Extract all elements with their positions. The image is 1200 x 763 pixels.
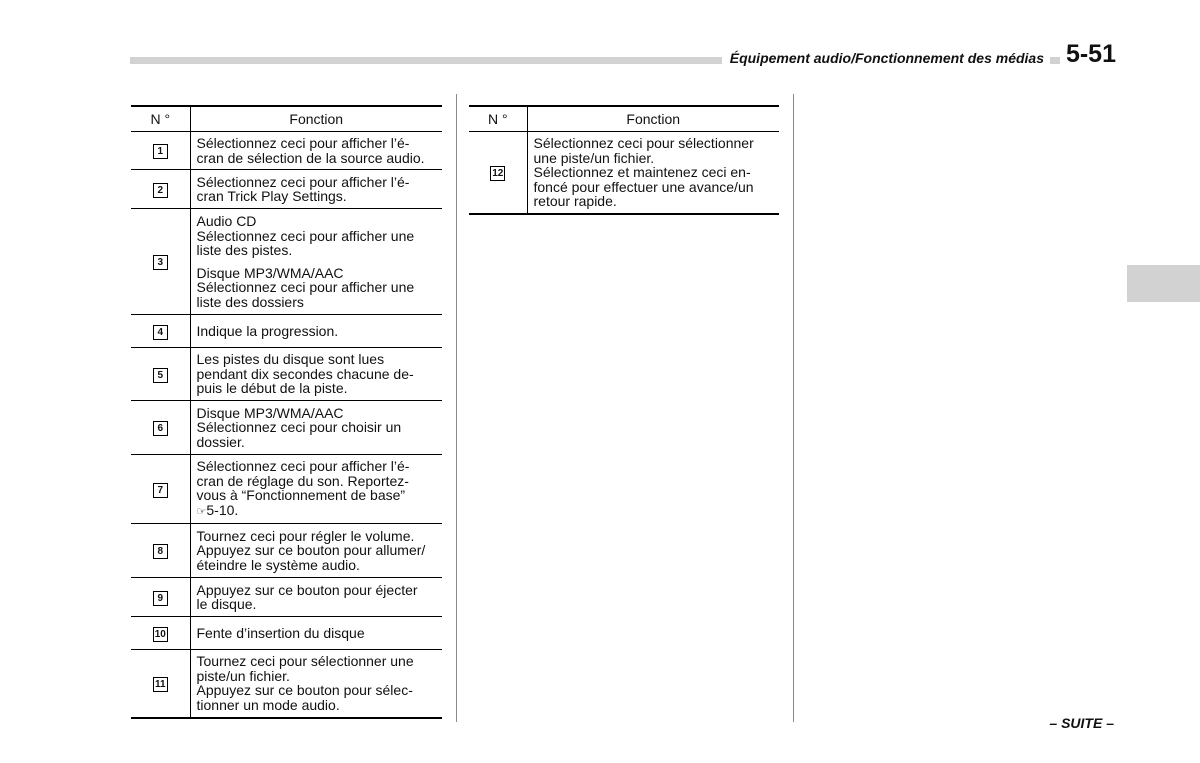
item-description: Disque MP3/WMA/AAC Sélectionnez ceci pour choisir un dossier. [190,401,442,455]
function-table-right [469,105,779,215]
table-row [131,401,442,455]
page-reference: 5-10. [206,501,239,518]
header-number: N ° [469,106,527,132]
function-table-left [131,105,442,719]
item-number-badge: 5 [153,368,168,383]
page-number: 5-51 [1060,40,1118,69]
item-description: Appuyez sur ce bouton pour éjecter le disque. [190,578,442,617]
item-description: Sélectionnez ceci pour afficher l’é- cran Trick Play Settings. [190,170,442,209]
table-row [131,132,442,170]
item-number-badge: 12 [492,167,504,179]
page-reference-icon: ☞ [196,505,207,518]
header-function: Fonction [190,106,442,132]
item-number-badge: 9 [153,591,168,606]
item-description: Fente d’insertion du disque [190,617,442,650]
item-description: Tournez ceci pour régler le volume. Appuyez sur ce bouton pour allumer/ éteindre le système audio. [190,524,442,578]
item-number-badge: 7 [153,483,168,498]
table-row [131,650,442,718]
table-header-row [469,106,779,132]
item-description: Audio CD Sélectionnez ceci pour afficher une liste des pistes. Disque MP3/WMA/AAC Sélectionnez ceci pour afficher une liste des dossiers [190,209,442,315]
continued-label: – SUITE – [1049,715,1114,731]
item-number-badge: 6 [153,421,168,436]
item-number-badge: 10 [154,628,166,640]
table-row [131,578,442,617]
item-number-badge: 3 [153,255,168,270]
item-description: Indique la progression. [190,315,442,348]
item-description: Sélectionnez ceci pour sélectionner une piste/un fichier. Sélectionnez et maintenez ceci en- foncé pour effectuer une avance/un retour rapide. [527,132,779,214]
table-row [131,524,442,578]
table-header-row [131,106,442,132]
item-description: Les pistes du disque sont lues pendant dix secondes chacune de- puis le début de la piste. [190,348,442,401]
table-row [131,315,442,348]
item-description: Tournez ceci pour sélectionner une piste/un fichier. Appuyez sur ce bouton pour sélec- tionner un mode audio. [190,650,442,718]
table-row [469,132,779,214]
item-number-badge: 1 [153,144,168,159]
column-divider-left [456,94,457,722]
table-row [131,170,442,209]
chapter-tab [1127,265,1200,302]
table-row [131,209,442,315]
item-number-badge: 11 [153,677,168,692]
section-title: Équipement audio/Fonctionnement des médias [722,50,1050,66]
item-number-badge: 2 [153,183,168,198]
table-row [131,617,442,650]
item-number-badge: 4 [153,325,168,340]
item-description: Sélectionnez ceci pour afficher l’é- cran de sélection de la source audio. [190,132,442,170]
item-number-badge: 8 [153,544,168,559]
item-description: Sélectionnez ceci pour afficher l’é- cran de réglage du son. Reportez- vous à “Fonctionnement de base” ☞5-10. [190,455,442,524]
column-divider-right [793,94,794,722]
table-row [131,348,442,401]
table-row [131,455,442,524]
header-number: N ° [131,106,190,132]
header-function: Fonction [527,106,779,132]
